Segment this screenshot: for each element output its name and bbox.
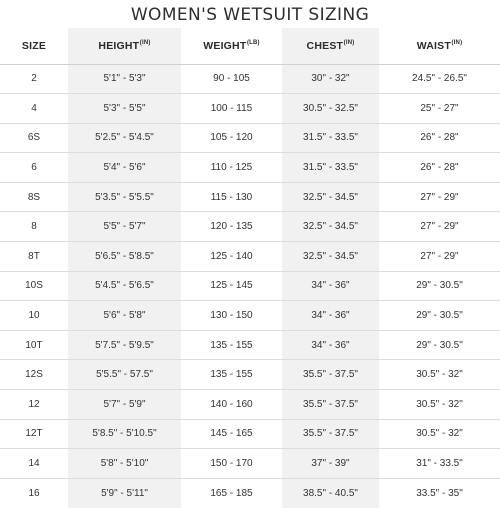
cell-chest: 38.5" - 40.5" [282,478,379,508]
cell-height: 5'4.5" - 5'6.5" [68,271,181,301]
cell-waist: 27" - 29" [379,182,500,212]
cell-weight: 135 - 155 [181,360,282,390]
cell-chest: 35.5" - 37.5" [282,360,379,390]
cell-weight: 130 - 150 [181,301,282,331]
header-weight [181,28,282,64]
header-unit: (IN) [343,39,355,46]
header-size [0,28,68,64]
table-row [0,123,500,153]
cell-waist: 27" - 29" [379,212,500,242]
cell-chest: 32.5" - 34.5" [282,212,379,242]
cell-weight: 125 - 140 [181,242,282,272]
header-waist [379,28,500,64]
cell-waist: 29" - 30.5" [379,271,500,301]
cell-chest: 37" - 39" [282,449,379,479]
header-label: HEIGHT [98,39,140,52]
cell-weight: 120 - 135 [181,212,282,242]
cell-height: 5'6.5" - 5'8.5" [68,242,181,272]
header-label: CHEST [306,39,344,52]
table-row [0,449,500,479]
cell-weight: 125 - 145 [181,271,282,301]
cell-height: 5'1" - 5'3" [68,64,181,94]
cell-weight: 90 - 105 [181,64,282,94]
cell-weight: 150 - 170 [181,449,282,479]
table-row [0,390,500,420]
cell-chest: 35.5" - 37.5" [282,419,379,449]
header-unit: (IN) [139,39,151,46]
table-row [0,182,500,212]
header-label: SIZE [21,39,47,52]
cell-height: 5'7.5" - 5'9.5" [68,330,181,360]
table-row [0,360,500,390]
cell-weight: 110 - 125 [181,153,282,183]
cell-waist: 29" - 30.5" [379,301,500,331]
cell-waist: 26" - 28" [379,123,500,153]
header-label: WEIGHT [203,39,247,52]
cell-waist: 24.5" - 26.5" [379,64,500,94]
cell-waist: 26" - 28" [379,153,500,183]
cell-size: 6 [0,153,68,183]
cell-height: 5'2.5" - 5'4.5" [68,123,181,153]
header-height [68,28,181,64]
cell-height: 5'6" - 5'8" [68,301,181,331]
table-header-row [0,28,500,64]
cell-size: 6S [0,123,68,153]
table-row [0,301,500,331]
cell-chest: 32.5" - 34.5" [282,182,379,212]
cell-chest: 30" - 32" [282,64,379,94]
cell-waist: 30.5" - 32" [379,419,500,449]
cell-waist: 30.5" - 32" [379,390,500,420]
cell-height: 5'5" - 5'7" [68,212,181,242]
table-row [0,330,500,360]
cell-height: 5'4" - 5'6" [68,153,181,183]
cell-size: 12T [0,419,68,449]
cell-chest: 31.5" - 33.5" [282,123,379,153]
header-unit: (LB) [246,39,260,46]
table-row [0,64,500,94]
cell-chest: 31.5" - 33.5" [282,153,379,183]
cell-size: 8S [0,182,68,212]
cell-weight: 145 - 165 [181,419,282,449]
table-row [0,478,500,508]
header-unit: (IN) [451,39,463,46]
cell-size: 10T [0,330,68,360]
header-chest [282,28,379,64]
cell-size: 10 [0,301,68,331]
cell-weight: 115 - 130 [181,182,282,212]
cell-size: 4 [0,94,68,124]
cell-size: 14 [0,449,68,479]
cell-height: 5'8" - 5'10" [68,449,181,479]
cell-size: 16 [28,487,40,499]
cell-weight: 100 - 115 [181,94,282,124]
cell-weight: 105 - 120 [181,123,282,153]
sizing-table [0,28,500,508]
table-row [0,212,500,242]
cell-waist: 25" - 27" [379,94,500,124]
table-row [0,242,500,272]
cell-chest: 34" - 36" [282,271,379,301]
cell-size: 12S [0,360,68,390]
header-label: WAIST [416,39,451,52]
cell-chest: 30.5" - 32.5" [282,94,379,124]
table-row [0,419,500,449]
cell-waist: 29" - 30.5" [379,330,500,360]
table-row [0,271,500,301]
cell-height: 5'7" - 5'9" [68,390,181,420]
cell-chest: 34" - 36" [282,301,379,331]
cell-height: 5'3" - 5'5" [68,94,181,124]
cell-waist: 27" - 29" [379,242,500,272]
table-row [0,94,500,124]
cell-size: 8T [0,242,68,272]
cell-weight: 165 - 185 [210,487,253,499]
table-body [0,64,500,508]
cell-size: 8 [0,212,68,242]
cell-height: 5'8.5" - 5'10.5" [68,419,181,449]
cell-size: 10S [0,271,68,301]
cell-weight: 135 - 155 [181,330,282,360]
cell-waist: 30.5" - 32" [379,360,500,390]
cell-size: 2 [0,64,68,94]
chart-title: WOMEN'S WETSUIT SIZING [130,5,370,25]
cell-waist: 33.5" - 35" [416,487,463,499]
cell-height: 5'9" - 5'11" [68,478,181,508]
cell-waist: 31" - 33.5" [379,449,500,479]
cell-weight: 140 - 160 [181,390,282,420]
cell-height: 5'5.5" - 57.5" [68,360,181,390]
table-row [0,153,500,183]
cell-size: 12 [0,390,68,420]
cell-chest: 34" - 36" [282,330,379,360]
cell-chest: 32.5" - 34.5" [282,242,379,272]
cell-height: 5'3.5" - 5'5.5" [68,182,181,212]
cell-chest: 35.5" - 37.5" [282,390,379,420]
